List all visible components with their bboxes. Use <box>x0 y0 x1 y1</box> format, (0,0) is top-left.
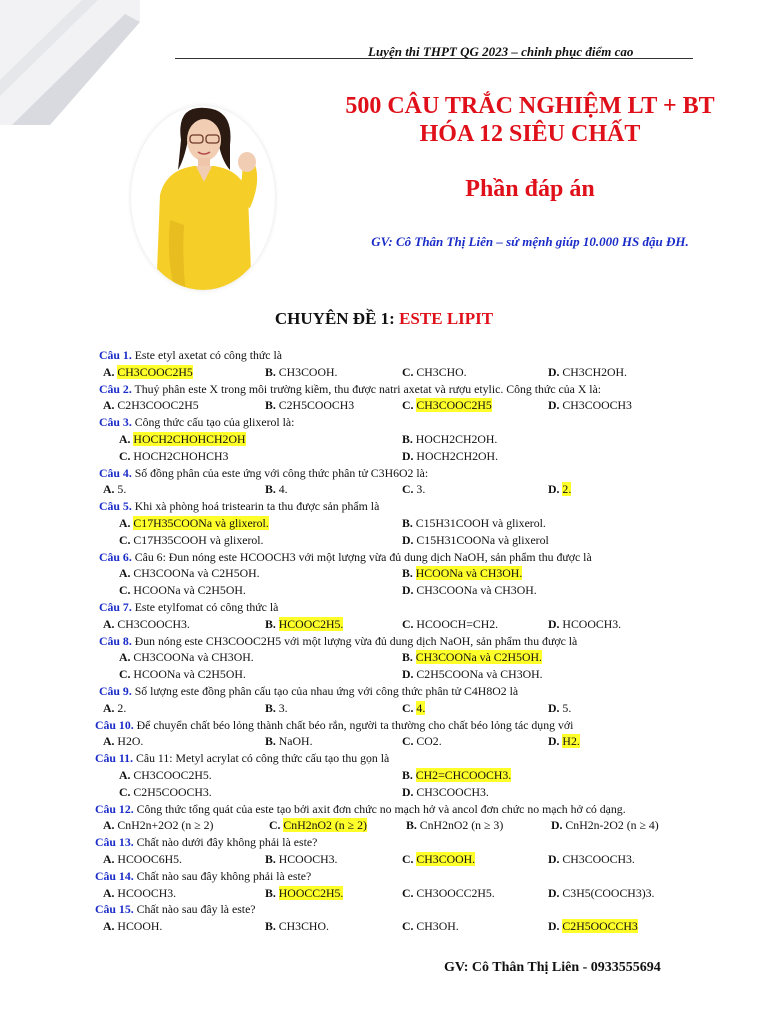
option-letter: A. <box>103 885 118 900</box>
question-label: Câu 11. <box>95 751 134 766</box>
option-text: HCOOCH3. <box>117 885 177 900</box>
option-letter: D. <box>402 583 417 598</box>
answer-option <box>119 532 264 549</box>
question-text: Chất nào sau đây không phải là este? <box>133 868 312 883</box>
question-label: Câu 10. <box>95 717 134 732</box>
option-letter: D. <box>548 919 563 934</box>
answer-row <box>89 616 709 633</box>
title-line-2: HÓA 12 SIÊU CHẤT <box>419 121 641 147</box>
option-text: 4. <box>278 482 288 497</box>
question-label: Câu 7. <box>99 599 132 614</box>
option-letter: B. <box>265 364 279 379</box>
page-subtitle: Phần đáp án <box>465 176 595 202</box>
teacher-portrait <box>126 100 280 296</box>
option-letter: A. <box>103 398 118 413</box>
option-text: CH3COOH. <box>416 851 476 866</box>
question-label: Câu 3. <box>99 415 132 430</box>
option-text: 2. <box>117 700 127 715</box>
option-letter: A. <box>103 818 118 833</box>
option-letter: B. <box>406 818 420 833</box>
question-label: Câu 1. <box>99 348 132 362</box>
question-label: Câu 5. <box>99 499 132 514</box>
answer-option-correct <box>269 817 367 834</box>
answer-option <box>402 431 497 448</box>
question-label: Câu 8. <box>99 633 132 648</box>
option-text: CH3COOCH3. <box>416 784 489 799</box>
option-text: CH3COONa và C2H5OH. <box>133 566 260 581</box>
answer-option-correct <box>548 733 580 750</box>
question-label: Câu 13. <box>95 835 134 850</box>
answer-option-correct <box>402 649 542 666</box>
answer-option <box>265 364 337 381</box>
option-letter: A. <box>103 919 118 934</box>
answer-option <box>103 918 162 935</box>
option-letter: C. <box>402 482 417 497</box>
option-text: HCOOCH=CH2. <box>416 616 499 631</box>
answer-option-correct <box>548 481 571 498</box>
answer-option <box>402 515 546 532</box>
option-text: C2H5COONa và CH3OH. <box>416 667 543 682</box>
option-text: C17H35COONa và glixerol. <box>133 515 269 530</box>
option-letter: C. <box>119 448 134 463</box>
question-text: Số lượng este đồng phân cấu tạo của nhau ứng với công thức phân tử C4H8O2 là <box>131 683 519 698</box>
option-text: CO2. <box>416 734 442 749</box>
answer-option-correct <box>402 565 522 582</box>
option-text: C2H3COOC2H5 <box>117 398 199 413</box>
option-text: CnH2nO2 (n ≥ 3) <box>419 818 504 833</box>
option-text: C15H31COOH và glixerol. <box>415 515 546 530</box>
question-stem <box>89 683 709 700</box>
option-letter: A. <box>119 767 134 782</box>
option-text: HCOOH. <box>117 919 163 934</box>
answer-option-correct <box>402 851 475 868</box>
question-stem <box>89 901 709 918</box>
question-text: Số đồng phân của este ứng với công thức phân tử C3H6O2 là: <box>131 465 429 480</box>
option-text: CH3OH. <box>416 919 459 934</box>
answer-option <box>402 582 537 599</box>
option-letter: B. <box>402 515 416 530</box>
option-letter: D. <box>402 784 417 799</box>
answer-row <box>89 565 709 582</box>
option-letter: C. <box>402 398 417 413</box>
question-stem <box>89 750 709 767</box>
option-letter: C. <box>402 734 417 749</box>
question-label: Câu 6. <box>99 549 132 564</box>
option-text: CH3COONa và C2H5OH. <box>415 650 542 665</box>
option-text: CH3COOCH3 <box>562 398 632 413</box>
question-text: Công thức tổng quát của este tạo bởi axit đơn chức no mạch hở và ancol đơn chức no mạch hở có dạng. <box>133 801 626 816</box>
option-letter: C. <box>119 532 134 547</box>
option-letter: B. <box>265 885 279 900</box>
option-letter: A. <box>103 482 118 497</box>
question-stem <box>89 381 709 398</box>
option-letter: A. <box>103 851 118 866</box>
answer-option <box>548 851 635 868</box>
answer-option <box>402 481 425 498</box>
answer-option <box>402 733 442 750</box>
option-letter: C. <box>269 818 284 833</box>
option-letter: D. <box>548 885 563 900</box>
option-text: CnH2n+2O2 (n ≥ 2) <box>117 818 214 833</box>
answer-row <box>89 817 709 834</box>
option-text: C15H31COONa và glixerol <box>416 532 549 547</box>
answer-option <box>551 817 659 834</box>
answer-option <box>103 397 199 414</box>
option-letter: B. <box>265 919 279 934</box>
option-letter: D. <box>548 734 563 749</box>
answer-row <box>89 448 709 465</box>
answer-option <box>103 885 176 902</box>
option-text: CH3COOC2H5 <box>416 398 492 413</box>
answer-option <box>103 700 126 717</box>
answer-option <box>265 918 329 935</box>
question-text: Este etylfomat có công thức là <box>131 599 279 614</box>
answer-option <box>402 532 549 549</box>
option-text: HCOONa và C2H5OH. <box>133 583 246 598</box>
option-text: CH3OOCC2H5. <box>416 885 495 900</box>
option-text: HOCH2CHOHCH2OH <box>133 431 246 446</box>
option-text: HOOCC2H5. <box>278 885 344 900</box>
answer-row <box>89 582 709 599</box>
corner-decoration <box>0 0 140 125</box>
question-label: Câu 14. <box>95 868 134 883</box>
footer-contact: GV: Cô Thân Thị Liên - 0933555694 <box>444 960 661 975</box>
option-letter: A. <box>119 566 134 581</box>
option-letter: A. <box>119 650 134 665</box>
question-label: Câu 15. <box>95 902 134 917</box>
option-text: 5. <box>562 700 572 715</box>
answer-option <box>265 851 337 868</box>
option-letter: A. <box>103 700 118 715</box>
question-text: Câu 6: Đun nóng este HCOOCH3 với một lượng vừa đủ dung dịch NaOH, sản phẩm thu được là <box>131 549 592 564</box>
answer-row <box>89 700 709 717</box>
answer-option <box>548 885 655 902</box>
question-text: Đun nóng este CH3COOC2H5 với một lượng vừa đủ dung dịch NaOH, sản phẩm thu được là <box>131 633 578 648</box>
answer-option <box>402 918 459 935</box>
option-letter: D. <box>548 482 563 497</box>
option-letter: D. <box>551 818 566 833</box>
question-list <box>89 347 709 935</box>
option-letter: A. <box>119 431 134 446</box>
answer-row <box>89 885 709 902</box>
option-letter: A. <box>119 515 134 530</box>
answer-option <box>119 666 246 683</box>
option-letter: C. <box>119 583 134 598</box>
answer-option <box>119 767 212 784</box>
option-letter: C. <box>402 919 417 934</box>
answer-row <box>89 784 709 801</box>
answer-row <box>89 918 709 935</box>
question-stem <box>89 414 709 431</box>
option-text: HCOOCH3. <box>562 616 622 631</box>
option-letter: B. <box>265 851 279 866</box>
chapter-prefix: CHUYÊN ĐỀ 1: <box>274 309 395 328</box>
answer-row <box>89 397 709 414</box>
option-text: C2H5COOCH3 <box>278 398 355 413</box>
option-letter: B. <box>265 482 279 497</box>
option-letter: D. <box>548 398 563 413</box>
option-text: CH3COOCH3. <box>117 616 190 631</box>
answer-option <box>119 784 212 801</box>
answer-row <box>89 666 709 683</box>
answer-row <box>89 851 709 868</box>
option-text: H2O. <box>117 734 144 749</box>
answer-option <box>548 397 632 414</box>
answer-option <box>103 481 126 498</box>
question-text: Chất nào sau đây là este? <box>133 902 256 917</box>
option-text: CH3COOH. <box>278 364 338 379</box>
option-text: 5. <box>117 482 127 497</box>
answer-option <box>119 649 254 666</box>
question-text: Câu 11: Metyl acrylat có công thức cấu tạo thu gọn là <box>133 751 390 766</box>
answer-option-correct <box>402 700 425 717</box>
option-text: H2. <box>562 734 580 749</box>
option-text: HCOOCH3. <box>278 851 338 866</box>
option-text: CnH2n-2O2 (n ≥ 4) <box>565 818 659 833</box>
option-text: C2H5COOCH3. <box>133 784 212 799</box>
question-stem <box>89 834 709 851</box>
chapter-heading <box>0 309 768 329</box>
answer-option <box>402 885 495 902</box>
option-letter: B. <box>265 734 279 749</box>
option-text: HCOOC6H5. <box>117 851 182 866</box>
answer-option-correct <box>119 515 269 532</box>
option-letter: C. <box>402 851 417 866</box>
question-label: Câu 2. <box>99 381 132 396</box>
answer-row <box>89 364 709 381</box>
answer-option-correct <box>402 767 511 784</box>
option-letter: C. <box>119 784 134 799</box>
option-letter: B. <box>402 431 416 446</box>
option-text: CH3CHO. <box>278 919 329 934</box>
answer-option <box>119 565 260 582</box>
option-letter: B. <box>265 700 279 715</box>
option-letter: C. <box>402 700 417 715</box>
answer-option <box>548 616 621 633</box>
answer-option <box>265 481 288 498</box>
option-text: 3. <box>416 482 426 497</box>
answer-option-correct <box>265 885 343 902</box>
page-title <box>300 92 760 148</box>
option-text: HOCH2CHOHCH3 <box>133 448 229 463</box>
answer-option <box>548 364 627 381</box>
option-letter: A. <box>103 364 118 379</box>
question-stem <box>89 347 709 364</box>
option-letter: D. <box>548 851 563 866</box>
question-stem <box>89 868 709 885</box>
question-stem <box>89 498 709 515</box>
answer-option <box>119 582 246 599</box>
question-text: Khi xà phòng hoá tristearin ta thu được sản phẩm là <box>131 499 380 514</box>
option-letter: D. <box>548 616 563 631</box>
option-letter: C. <box>119 667 134 682</box>
answer-row <box>89 431 709 448</box>
option-letter: B. <box>402 767 416 782</box>
option-text: C3H5(COOCH3)3. <box>562 885 655 900</box>
option-text: NaOH. <box>278 734 313 749</box>
option-text: HCOONa và C2H5OH. <box>133 667 246 682</box>
option-text: C17H35COOH và glixerol. <box>133 532 264 547</box>
option-letter: D. <box>548 700 563 715</box>
option-letter: C. <box>402 364 417 379</box>
option-letter: B. <box>402 650 416 665</box>
option-text: CH3COOCH3. <box>562 851 635 866</box>
answer-option <box>103 817 213 834</box>
chapter-name: ESTE LIPIT <box>399 309 494 328</box>
option-letter: A. <box>103 734 118 749</box>
option-letter: D. <box>402 532 417 547</box>
option-text: HCOONa và CH3OH. <box>415 566 523 581</box>
option-text: CH3COOC2H5. <box>133 767 212 782</box>
teacher-line: GV: Cô Thân Thị Liên – sứ mệnh giúp 10.000 HS đậu ĐH. <box>371 234 689 249</box>
option-text: 2. <box>562 482 572 497</box>
option-text: 4. <box>416 700 426 715</box>
answer-option <box>119 448 228 465</box>
question-label: Câu 4. <box>99 465 132 480</box>
question-stem <box>89 599 709 616</box>
option-text: CH3COONa và CH3OH. <box>416 583 537 598</box>
option-text: HCOOC2H5. <box>278 616 344 631</box>
option-letter: D. <box>402 448 417 463</box>
option-letter: D. <box>548 364 563 379</box>
option-letter: C. <box>402 616 417 631</box>
option-text: HOCH2CH2OH. <box>416 448 499 463</box>
option-text: CH3COOC2H5 <box>117 364 193 379</box>
header-tagline: Luyện thi THPT QG 2023 – chinh phục điểm cao <box>368 44 634 59</box>
question-stem <box>89 801 709 818</box>
question-text: Este etyl axetat có công thức là <box>131 348 282 362</box>
option-letter: B. <box>402 566 416 581</box>
answer-option <box>103 733 143 750</box>
question-label: Câu 12. <box>95 801 134 816</box>
answer-option <box>265 700 288 717</box>
option-letter: D. <box>402 667 417 682</box>
question-text: Chất nào dưới đây không phải là este? <box>133 835 318 850</box>
answer-row <box>89 481 709 498</box>
question-text: Để chuyển chất béo lỏng thành chất béo rắn, người ta thường cho chất béo lỏng tác dụng với <box>133 717 574 732</box>
option-letter: C. <box>402 885 417 900</box>
question-text: Công thức cấu tạo của glixerol là: <box>131 415 295 430</box>
answer-row <box>89 767 709 784</box>
answer-option <box>265 397 354 414</box>
answer-option-correct <box>103 364 193 381</box>
answer-option <box>402 448 498 465</box>
answer-option <box>402 666 543 683</box>
option-text: CnH2nO2 (n ≥ 2) <box>283 818 367 833</box>
option-text: C2H5OOCCH3 <box>562 919 638 934</box>
answer-row <box>89 649 709 666</box>
option-text: 3. <box>278 700 288 715</box>
option-text: HOCH2CH2OH. <box>415 431 498 446</box>
option-text: CH3CH2OH. <box>562 364 627 379</box>
question-text: Thuỷ phân este X trong môi trường kiềm, thu được natri axetat và rượu etylic. Công thức của X là: <box>131 381 602 396</box>
answer-option <box>402 364 467 381</box>
answer-option <box>103 616 190 633</box>
answer-option-correct <box>119 431 246 448</box>
answer-row <box>89 515 709 532</box>
question-stem <box>89 465 709 482</box>
option-letter: B. <box>265 398 279 413</box>
answer-option <box>402 616 498 633</box>
title-line-1: 500 CÂU TRẮC NGHIỆM LT + BT <box>345 93 715 119</box>
option-text: CH3COONa và CH3OH. <box>133 650 254 665</box>
option-text: CH3CHO. <box>416 364 467 379</box>
answer-row <box>89 733 709 750</box>
question-stem <box>89 717 709 734</box>
answer-option-correct <box>548 918 638 935</box>
option-letter: B. <box>265 616 279 631</box>
answer-row <box>89 532 709 549</box>
question-stem <box>89 549 709 566</box>
answer-option-correct <box>265 616 343 633</box>
answer-option-correct <box>402 397 492 414</box>
question-stem <box>89 633 709 650</box>
option-letter: A. <box>103 616 118 631</box>
option-text: CH2=CHCOOCH3. <box>415 767 512 782</box>
answer-option <box>103 851 182 868</box>
answer-option <box>548 700 571 717</box>
question-label: Câu 9. <box>99 683 132 698</box>
answer-option <box>265 733 313 750</box>
answer-option <box>406 817 503 834</box>
answer-option <box>402 784 489 801</box>
